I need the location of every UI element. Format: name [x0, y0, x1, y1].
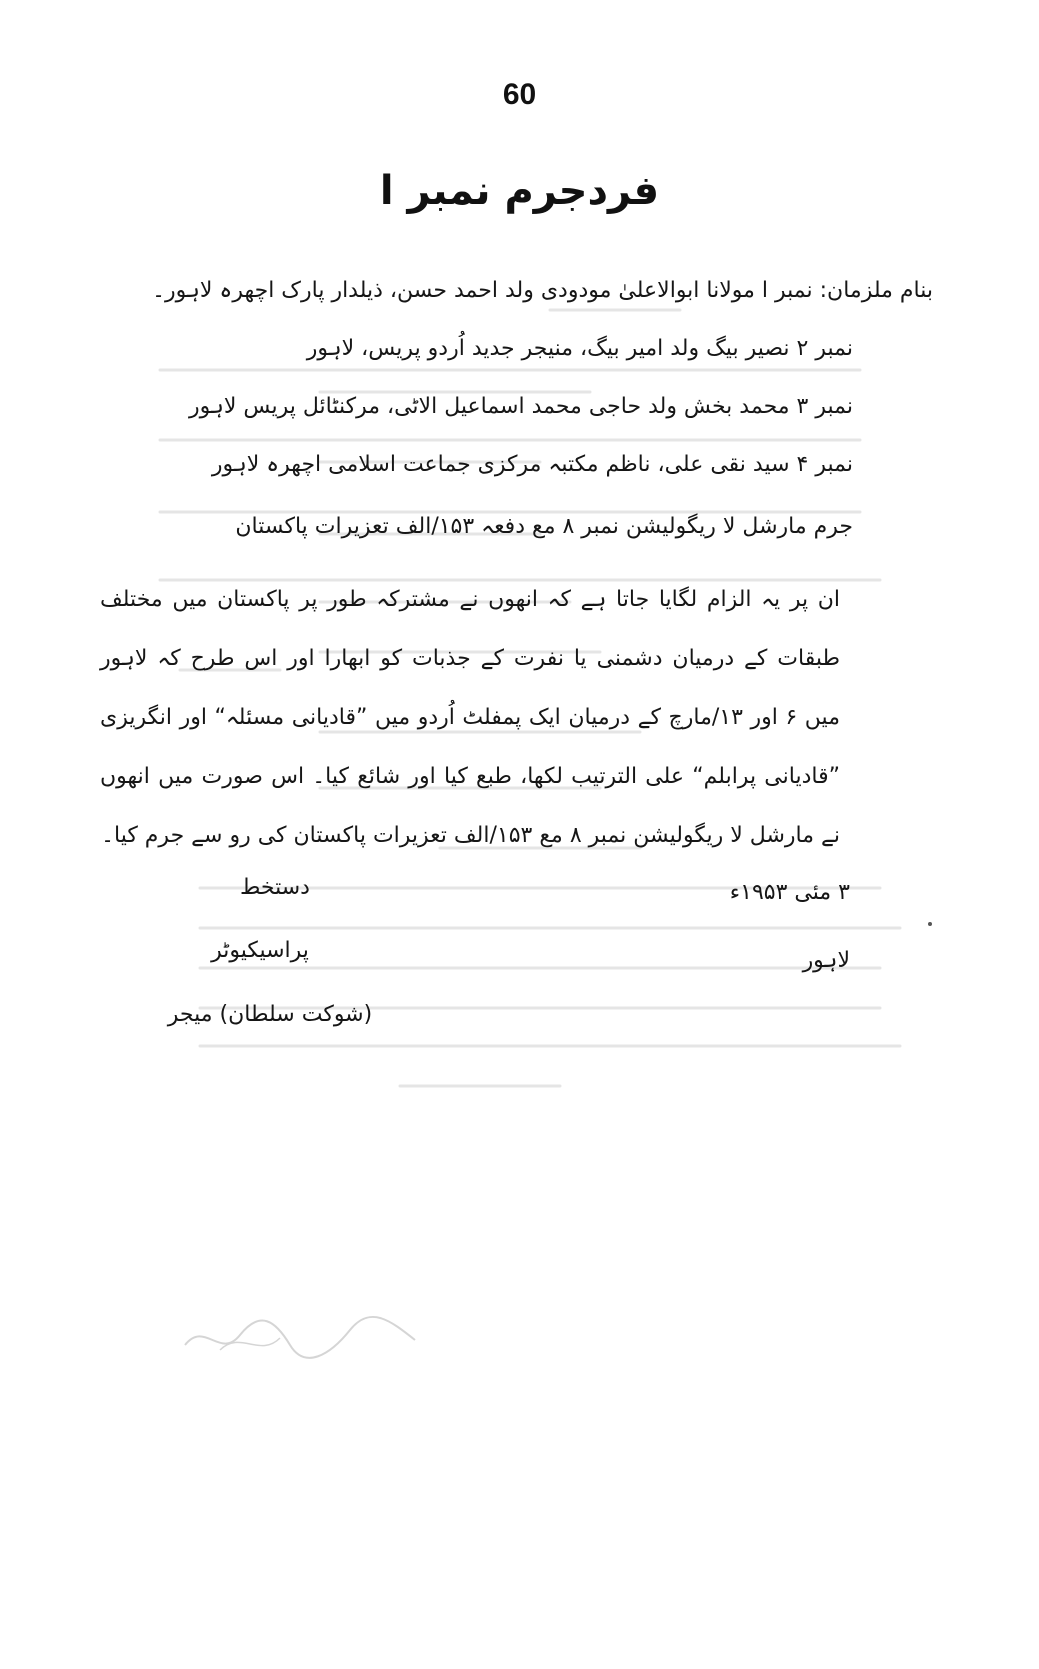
accused-line-2: نمبر ۲ نصیر بیگ ولد امیر بیگ، منیجر جدید اُردو پریس، لاہور: [306, 336, 853, 361]
prosecutor-label: پراسیکیوٹر: [211, 938, 309, 963]
document-title: فردجرم نمبر ا: [379, 168, 660, 214]
accused-list: [93, 262, 933, 494]
stray-speck: [928, 922, 932, 926]
document-place: لاہور: [802, 948, 850, 973]
charge-statement: جرم مارشل لا ریگولیشن نمبر ۸ مع دفعہ ۱۵۳/الف تعزیرات پاکستان: [235, 514, 853, 539]
accused-line-4: نمبر ۴ سید نقی علی، ناظم مکتبہ مرکزی جماعت اسلامی اچھرہ لاہور: [211, 452, 853, 477]
allegation-paragraph: ان پر یہ الزام لگایا جاتا ہے کہ انھوں نے مشترکہ طور پر پاکستان میں مختلف طبقات کے درمیان دشمنی یا نفرت کے جذبات کو ابھارا اور اس طرح کہ لاہور میں ۶ اور ۱۳/مارچ کے درمیان ایک پمفلٹ اُردو میں ”قادیانی مسئلہ“ اور انگریزی ”قادیانی پرابلم“ علی الترتیب لکھا، طبع کیا اور شائع کیا۔ اس صورت میں انھوں نے مارشل لا ریگولیشن نمبر ۸ مع ۱۵۳/الف تعزیرات پاکستان کی رو سے جرم کیا۔: [100, 587, 840, 848]
accused-line-1: بنام ملزمان: نمبر ا مولانا ابوالاعلیٰ مودودی ولد احمد حسن، ذیلدار پارک اچھرہ لاہور۔: [152, 278, 933, 303]
faded-signature-image: [180, 1300, 420, 1370]
signature-label: دستخط: [240, 875, 310, 900]
officer-name: (شوکت سلطان) میجر: [167, 1002, 373, 1027]
page-number: 60: [502, 78, 537, 111]
document-date: ۳ مئی ۱۹۵۳ء: [729, 880, 850, 905]
accused-line-3: نمبر ۳ محمد بخش ولد حاجی محمد اسماعیل الاٹی، مرکنٹائل پریس لاہور: [188, 394, 853, 419]
